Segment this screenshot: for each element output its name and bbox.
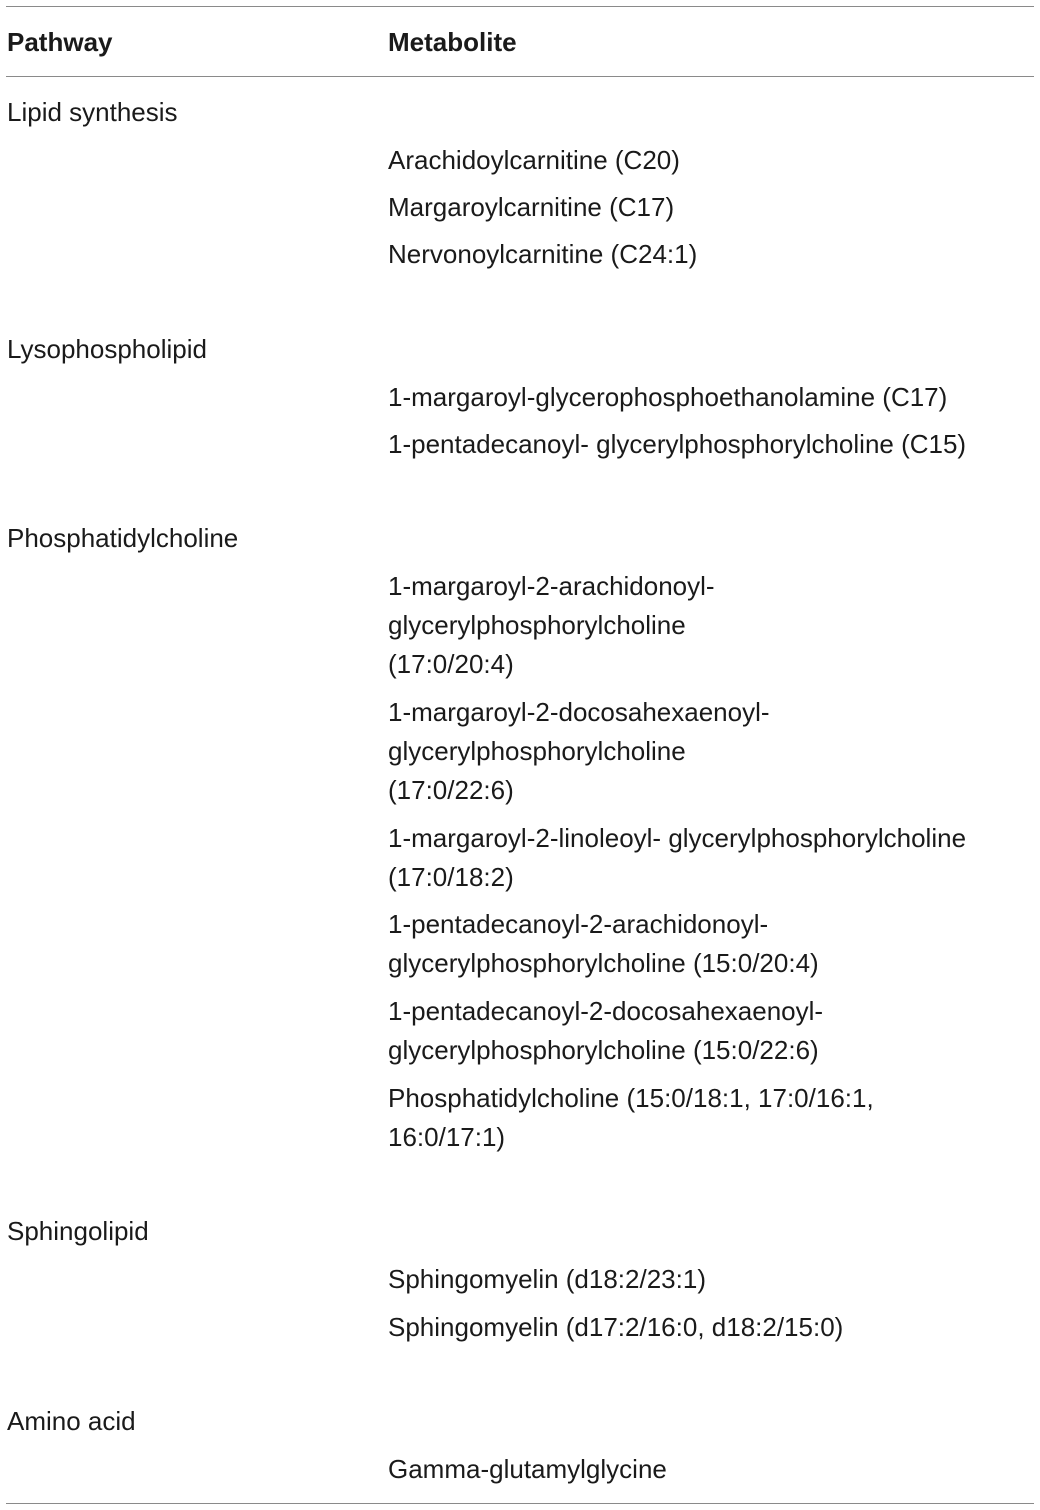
pathway-sphingolipid: Sphingolipid — [7, 1216, 149, 1246]
metabolite-line: Phosphatidylcholine (15:0/18:1, 17:0/16:1, — [388, 1083, 874, 1113]
pathway-lysophospholipid: Lysophospholipid — [7, 334, 207, 364]
column-header-metabolite: Metabolite — [388, 27, 517, 57]
metabolite-entry — [388, 567, 1028, 684]
metabolite-entry — [388, 819, 1028, 897]
metabolite-line: 1-margaroyl-2-docosahexaenoyl- — [388, 697, 770, 727]
metabolite-entry — [388, 1450, 1028, 1489]
metabolite-line: glycerylphosphorylcholine (15:0/20:4) — [388, 948, 819, 978]
metabolite-line: 16:0/17:1) — [388, 1122, 506, 1152]
metabolite-entry — [388, 1079, 1028, 1157]
pathway-phosphatidylcholine: Phosphatidylcholine — [7, 523, 239, 553]
metabolite-entry — [388, 235, 1028, 274]
metabolite-line: 1-pentadecanoyl- glycerylphosphorylcholine (C15) — [388, 429, 967, 459]
metabolite-line: glycerylphosphorylcholine (15:0/22:6) — [388, 1035, 819, 1065]
metabolite-entry — [388, 992, 1028, 1070]
header-divider — [6, 76, 1034, 77]
metabolite-line: (17:0/20:4) — [388, 649, 514, 679]
metabolite-line: Gamma-glutamylglycine — [388, 1454, 667, 1484]
metabolite-entry — [388, 693, 1028, 810]
metabolite-entry — [388, 141, 1028, 180]
metabolite-line: glycerylphosphorylcholine — [388, 736, 686, 766]
metabolite-entry — [388, 378, 1028, 417]
metabolite-entry — [388, 425, 1028, 464]
metabolite-line: Margaroylcarnitine (C17) — [388, 192, 675, 222]
metabolite-line: Sphingomyelin (d18:2/23:1) — [388, 1264, 706, 1294]
metabolite-line: Nervonoylcarnitine (C24:1) — [388, 239, 698, 269]
metabolite-entry — [388, 905, 1028, 983]
table-bottom-rule — [6, 1503, 1034, 1504]
metabolite-line: 1-pentadecanoyl-2-arachidonoyl- — [388, 909, 769, 939]
metabolite-line: Sphingomyelin (d17:2/16:0, d18:2/15:0) — [388, 1312, 844, 1342]
table-top-rule — [6, 6, 1034, 7]
metabolite-line: 1-margaroyl-glycerophosphoethanolamine (C17) — [388, 382, 948, 412]
pathway-amino-acid: Amino acid — [7, 1406, 136, 1436]
metabolite-entry — [388, 1308, 1028, 1347]
column-header-pathway: Pathway — [7, 27, 113, 57]
metabolite-line: Arachidoylcarnitine (C20) — [388, 145, 680, 175]
pathway-lipid-synthesis: Lipid synthesis — [7, 97, 178, 127]
metabolite-line: 1-margaroyl-2-arachidonoyl- — [388, 571, 715, 601]
metabolite-line: 1-pentadecanoyl-2-docosahexaenoyl- — [388, 996, 824, 1026]
metabolite-line: glycerylphosphorylcholine — [388, 610, 686, 640]
metabolite-line: (17:0/22:6) — [388, 775, 514, 805]
metabolite-entry — [388, 1260, 1028, 1299]
metabolite-entry — [388, 188, 1028, 227]
metabolite-line: (17:0/18:2) — [388, 862, 514, 892]
metabolite-line: 1-margaroyl-2-linoleoyl- glycerylphosphorylcholine — [388, 823, 967, 853]
